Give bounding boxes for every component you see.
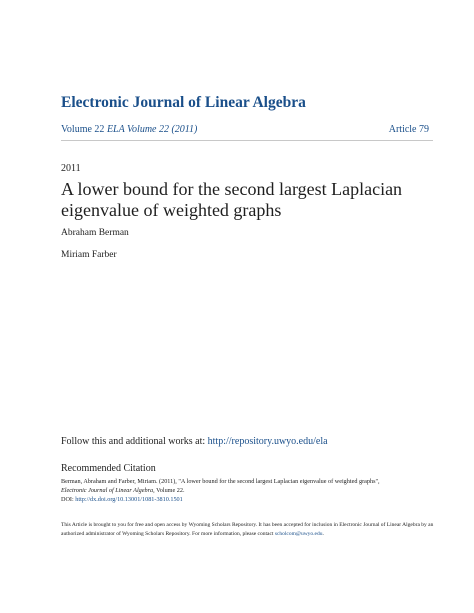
- doi-label: DOI:: [61, 496, 76, 503]
- publication-year: 2011: [61, 163, 81, 174]
- article-title: A lower bound for the second largest Laplacian eigenvalue of weighted graphs: [61, 179, 403, 220]
- article-number-link[interactable]: Article 79: [388, 124, 429, 135]
- volume-link[interactable]: [61, 124, 197, 135]
- citation-volume: , Volume 22.: [153, 487, 185, 494]
- author-name: Abraham Berman: [61, 228, 129, 238]
- citation-authors-title: Berman, Abraham and Farber, Miriam. (2011), "A lower bound for the second largest Laplacian eigenvalue of weighted graphs",: [61, 478, 380, 485]
- access-notice-text: This Article is brought to you for free and open access by Wyoming Scholars Repository. It has been accepted for inclusion in Electronic Journal of Linear Algebra by an authorized administrator of Wyoming Scholars Repository. For more information, please contact: [61, 522, 434, 537]
- citation-text: [61, 477, 436, 504]
- volume-label: Volume 22: [61, 124, 105, 135]
- access-notice-end: .: [322, 530, 324, 537]
- header-divider: [61, 140, 433, 141]
- journal-title[interactable]: Electronic Journal of Linear Algebra: [61, 94, 306, 111]
- repository-link[interactable]: http://repository.uwyo.edu/ela: [207, 436, 328, 447]
- doi-link[interactable]: http://dx.doi.org/10.13001/1081-3810.1501: [75, 496, 183, 503]
- follow-line: [61, 436, 328, 447]
- contact-email-link[interactable]: scholcom@uwyo.edu: [274, 530, 323, 537]
- citation-heading: Recommended Citation: [61, 463, 156, 474]
- volume-italic-label: ELA Volume 22 (2011): [106, 124, 198, 135]
- citation-journal: Electronic Journal of Linear Algebra: [61, 487, 154, 494]
- follow-text: Follow this and additional works at:: [61, 436, 208, 447]
- access-notice: [61, 521, 436, 538]
- author-name: Miriam Farber: [61, 250, 117, 260]
